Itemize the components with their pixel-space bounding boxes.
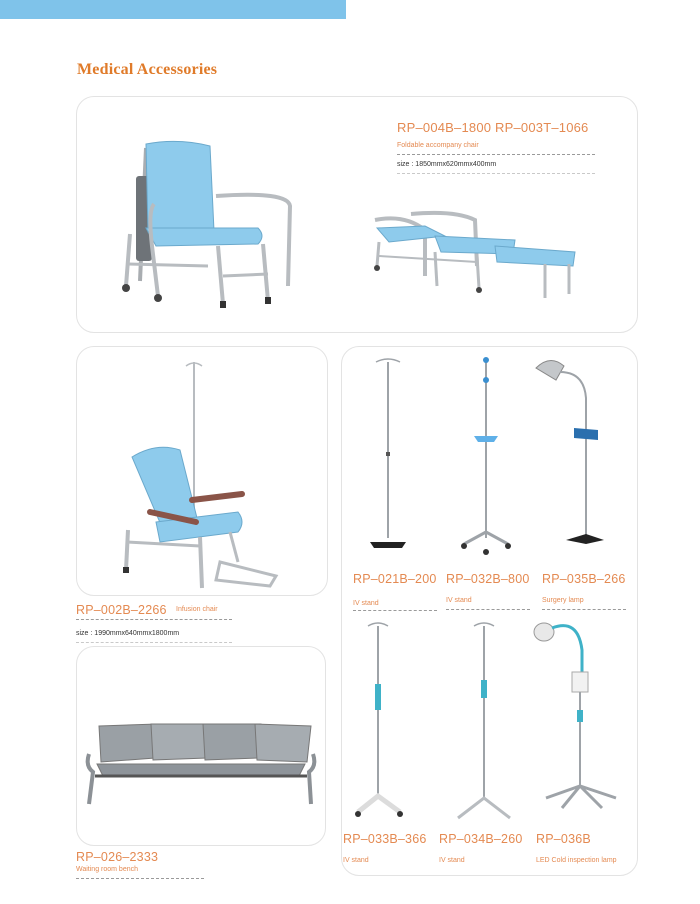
iv-stand-032-name: IV stand <box>446 597 472 604</box>
infusion-chair-code: RP–002B–2266 <box>76 603 167 617</box>
surgery-lamp-code: RP–035B–266 <box>542 572 626 586</box>
iv-stand-032-image <box>460 356 514 556</box>
iv-stand-034-name: IV stand <box>439 857 465 864</box>
page-title: Medical Accessories <box>77 61 218 78</box>
infusion-chair-name: Infusion chair <box>176 606 218 613</box>
waiting-bench-image <box>85 720 317 810</box>
waiting-bench-code: RP–026–2333 <box>76 850 159 864</box>
iv-stand-034-code: RP–034B–260 <box>439 832 523 846</box>
surgery-lamp-image <box>534 358 606 554</box>
header-accent-bar <box>0 0 346 19</box>
surgery-lamp-name: Surgery lamp <box>542 597 584 604</box>
infusion-chair-image <box>120 362 280 592</box>
accompany-chair-name: Foldable accompany chair <box>397 142 479 149</box>
iv-stand-021-code: RP–021B–200 <box>353 572 437 586</box>
waiting-bench-name: Waiting room bench <box>76 866 138 873</box>
iv-stand-033-name: IV stand <box>343 857 369 864</box>
divider <box>542 609 626 610</box>
iv-stand-033-image <box>354 622 404 822</box>
iv-stand-021-name: IV stand <box>353 600 379 607</box>
iv-stand-032-code: RP–032B–800 <box>446 572 530 586</box>
led-lamp-code: RP–036B <box>536 832 591 846</box>
accompany-chair-unfolded-image <box>365 206 585 302</box>
infusion-chair-size: size : 1990mmx640mmx1800mm <box>76 630 180 637</box>
divider <box>446 609 530 610</box>
accompany-chair-image <box>118 136 298 314</box>
led-lamp-image <box>532 620 622 812</box>
accompany-chair-code: RP–004B–1800 RP–003T–1066 <box>397 120 589 135</box>
divider <box>397 173 595 174</box>
divider <box>76 619 232 620</box>
iv-stand-034-image <box>456 622 512 822</box>
divider <box>397 154 595 155</box>
iv-stand-021-image <box>366 356 410 556</box>
divider <box>76 642 232 643</box>
divider <box>353 610 437 611</box>
divider <box>76 878 204 879</box>
led-lamp-name: LED Cold inspection lamp <box>536 857 617 864</box>
accompany-chair-size: size : 1850mmx620mmx400mm <box>397 161 497 168</box>
iv-stand-033-code: RP–033B–366 <box>343 832 427 846</box>
